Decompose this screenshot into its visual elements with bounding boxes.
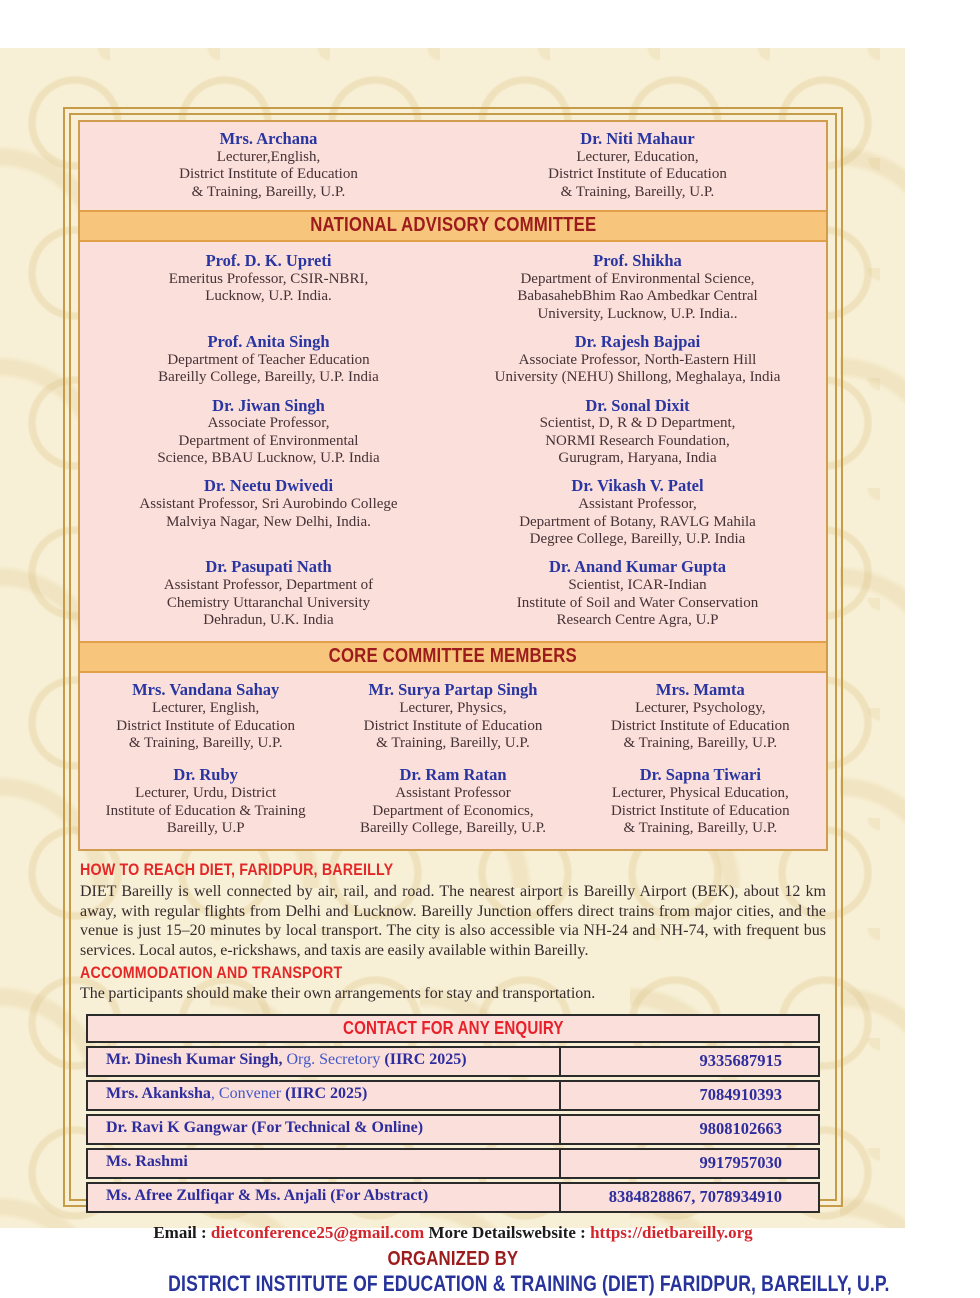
contact-row — [86, 1182, 820, 1213]
member-detail-line: University (NEHU) Shillong, Meghalaya, India — [494, 369, 781, 386]
member-detail-line: Scientist, D, R & D Department, — [539, 415, 736, 432]
member-card — [84, 251, 453, 323]
organized-by-heading — [78, 1248, 828, 1271]
committee-block — [78, 120, 828, 851]
member-detail-line: Lecturer, Psychology, — [635, 700, 766, 717]
member-card — [82, 680, 329, 752]
accommodation-heading — [80, 963, 826, 983]
member-card — [84, 396, 453, 468]
member-name: Dr. Jiwan Singh — [212, 395, 325, 415]
contact-row — [86, 1080, 820, 1111]
member-name: Dr. Niti Mahaur — [580, 129, 695, 148]
contact-person — [88, 1184, 561, 1211]
member-detail-line: Associate Professor, — [207, 415, 330, 432]
contact-row — [86, 1148, 820, 1179]
member-detail-line: BabasahebBhim Rao Ambedkar Central — [517, 288, 758, 305]
member-name: Dr. Sonal Dixit — [585, 395, 690, 415]
member-detail-line: District Institute of Education — [610, 717, 790, 734]
member-detail-line: Assistant Professor, Sri Aurobindo College — [139, 496, 398, 513]
member-card — [84, 476, 453, 548]
member-detail-line: & Training, Bareilly, U.P. — [560, 183, 715, 200]
member-name: Dr. Pasupati Nath — [205, 557, 332, 577]
how-to-reach-section — [80, 860, 826, 1004]
member-detail-line: Lecturer, Physics, — [399, 700, 507, 717]
member-detail-line: Institute of Education & Training — [105, 802, 306, 819]
section-title: CORE COMMITTEE MEMBERS — [328, 645, 578, 668]
member-detail-line: & Training, Bareilly, U.P. — [376, 735, 530, 751]
member-detail-line: Malviya Nagar, New Delhi, India. — [166, 513, 371, 530]
contact-title: CONTACT FOR ANY ENQUIRY — [342, 1018, 564, 1039]
member-detail-line: District Institute of Education — [610, 802, 790, 819]
member-name: Prof. D. K. Upreti — [205, 250, 332, 270]
member-name: Prof. Shikha — [593, 250, 682, 270]
organizer-text: DISTRICT INSTITUTE OF EDUCATION & TRAINING (DIET) FARIDPUR, BAREILLY, U.P. — [168, 1271, 890, 1297]
member-card — [453, 476, 822, 548]
member-detail-line: & Training, Bareilly, U.P. — [623, 819, 778, 836]
advisory-committee-panel — [80, 242, 826, 641]
member-detail-line: District Institute of Education — [548, 166, 727, 183]
member-detail-line: & Training, Bareilly, U.P. — [623, 735, 778, 751]
member-detail-line: Institute of Soil and Water Conservation — [516, 594, 759, 611]
member-card — [453, 332, 822, 387]
contact-phone: 9917957030 — [699, 1153, 782, 1173]
member-detail-line: Degree College, Bareilly, U.P. India — [529, 531, 746, 548]
member-detail-line: Scientist, ICAR-Indian — [568, 577, 707, 594]
inner-gold-frame — [69, 113, 890, 1297]
member-detail-line: Lecturer, English, — [152, 700, 260, 717]
member-detail-line: Bareilly College, Bareilly, U.P. India — [158, 369, 379, 386]
member-detail-line: Bareilly College, Bareilly, U.P. — [359, 819, 547, 836]
member-detail-line: Department of Teacher Education — [167, 351, 370, 368]
member-card — [329, 680, 576, 752]
organizing-members-panel — [80, 122, 826, 210]
member-detail-line: Associate Professor, North-Eastern Hill — [518, 351, 757, 368]
member-name: Mrs. Mamta — [655, 680, 745, 700]
section-title: NATIONAL ADVISORY COMMITTEE — [309, 213, 597, 236]
member-detail-line: NORMI Research Foundation, — [545, 432, 730, 449]
member-detail-line: District Institute of Education — [116, 717, 296, 734]
member-detail-line: District Institute of Education — [363, 717, 543, 734]
email-link[interactable]: dietconference25@gmail.com — [210, 1223, 425, 1243]
member-name: Dr. Vikash V. Patel — [571, 476, 704, 496]
member-detail-line: Chemistry Uttaranchal University — [166, 594, 371, 611]
contact-table-header — [86, 1014, 820, 1043]
contact-person-segment: Mr. Dinesh Kumar Singh, — [106, 1051, 283, 1069]
core-committee-panel — [80, 673, 826, 849]
advisory-committee-header — [80, 210, 826, 242]
member-card — [84, 129, 453, 201]
member-detail-line: Department of Environmental — [178, 432, 359, 449]
member-detail-line: University, Lucknow, U.P. India.. — [537, 305, 738, 322]
organized-by-text: ORGANIZED BY — [387, 1248, 519, 1271]
contact-phone: 9335687915 — [699, 1051, 782, 1071]
member-card — [453, 251, 822, 323]
core-committee-header — [80, 641, 826, 673]
member-name: Dr. Sapna Tiwari — [639, 765, 761, 785]
contact-person — [88, 1048, 561, 1075]
contact-person-segment: , Convener — [210, 1085, 286, 1103]
member-detail-line: Lecturer, Physical Education, — [611, 785, 789, 802]
member-card — [84, 557, 453, 629]
member-detail-line: & Training, Bareilly, U.P. — [128, 735, 283, 751]
contact-person — [88, 1116, 561, 1143]
member-card — [577, 680, 824, 752]
contact-person-segment: Ms. Afree Zulfiqar & Ms. Anjali (For Abstract) — [106, 1187, 429, 1205]
contact-person-segment: (IIRC 2025) — [285, 1085, 368, 1103]
contact-person — [88, 1082, 561, 1109]
member-name: Mrs. Vandana Sahay — [132, 680, 280, 700]
contact-phone: 7084910393 — [699, 1085, 782, 1105]
member-name: Mrs. Archana — [219, 129, 318, 148]
email-label: Email : — [153, 1223, 207, 1243]
contact-row — [86, 1046, 820, 1077]
contact-person-segment: Mrs. Akanksha — [106, 1085, 211, 1103]
how-to-reach-paragraph: DIET Bareilly is well connected by air, rail, and road. The nearest airport is Bareilly Airport (BEK), about 12 km away, with regular flights from Delhi and Lucknow. Bareilly Junction offers direct trains from major cities, and the venue is just 15–20 minutes by local transport. The city is also accessible via NH-24 and NH-74, with frequent bus services. Local autos, e-rickshaws, and taxis are easily available within Bareilly. — [80, 882, 826, 960]
contact-person — [88, 1150, 561, 1177]
member-detail-line: Emeritus Professor, CSIR-NBRI, — [168, 270, 369, 287]
contact-person-segment: Ms. Rashmi — [106, 1153, 188, 1171]
member-detail-line: Dehradun, U.K. India — [203, 612, 334, 629]
contact-row — [86, 1114, 820, 1145]
member-card — [329, 765, 576, 837]
organizer-name — [78, 1271, 890, 1297]
decorated-sheet — [0, 48, 905, 1297]
website-label: More Detailswebsite : — [428, 1223, 586, 1243]
contact-person-segment: (IIRC 2025) — [384, 1051, 467, 1069]
member-detail-line: Bareilly, U.P — [166, 819, 245, 836]
contact-table — [86, 1014, 820, 1213]
member-detail-line: Assistant Professor, Department of — [163, 577, 374, 594]
member-detail-line: & Training, Bareilly, U.P. — [191, 183, 346, 200]
member-detail-line: Lecturer, Education, — [576, 148, 699, 165]
email-website-line — [78, 1223, 828, 1243]
member-name: Prof. Anita Singh — [207, 331, 330, 351]
outer-gold-frame — [63, 107, 890, 1297]
member-card — [453, 396, 822, 468]
member-name: Dr. Ram Ratan — [399, 765, 507, 785]
member-detail-line: Department of Economics, — [372, 802, 534, 819]
member-detail-line: Lucknow, U.P. India. — [205, 288, 332, 305]
member-detail-line: Department of Environmental Science, — [520, 270, 755, 287]
member-detail-line: Research Centre Agra, U.P — [556, 612, 719, 629]
member-detail-line: Assistant Professor, — [578, 496, 697, 513]
member-card — [577, 765, 824, 837]
contact-phone: 8384828867, 7078934910 — [608, 1187, 782, 1207]
contact-person-segment: Dr. Ravi K Gangwar (For Technical & Online) — [106, 1119, 424, 1137]
member-detail-line: Department of Botany, RAVLG Mahila — [519, 513, 756, 530]
how-to-reach-heading — [80, 860, 826, 880]
member-detail-line: Science, BBAU Lucknow, U.P. India — [157, 450, 380, 467]
website-link[interactable]: https://dietbareilly.org — [590, 1223, 753, 1243]
member-detail-line: Gurugram, Haryana, India — [558, 450, 717, 467]
member-detail-line: Lecturer,English, — [216, 148, 321, 165]
member-card — [84, 332, 453, 387]
member-name: Mr. Surya Partap Singh — [368, 680, 538, 700]
heading-text: ACCOMMODATION AND TRANSPORT — [80, 963, 343, 983]
accommodation-paragraph: The participants should make their own arrangements for stay and transportation. — [80, 985, 596, 1003]
member-card — [82, 765, 329, 837]
member-detail-line: District Institute of Education — [179, 166, 358, 183]
member-name: Dr. Ruby — [173, 765, 238, 785]
member-name: Dr. Anand Kumar Gupta — [549, 557, 726, 577]
contact-person-segment: Org. Secretory — [282, 1051, 385, 1069]
member-detail-line: Assistant Professor — [395, 785, 511, 802]
contact-phone: 9808102663 — [699, 1119, 782, 1139]
member-card — [453, 129, 822, 201]
heading-text: HOW TO REACH DIET, FARIDPUR, BAREILLY — [80, 860, 394, 880]
member-name: Dr. Rajesh Bajpai — [574, 331, 701, 351]
member-detail-line: Lecturer, Urdu, District — [135, 785, 277, 802]
member-card — [453, 557, 822, 629]
member-name: Dr. Neetu Dwivedi — [203, 476, 334, 496]
